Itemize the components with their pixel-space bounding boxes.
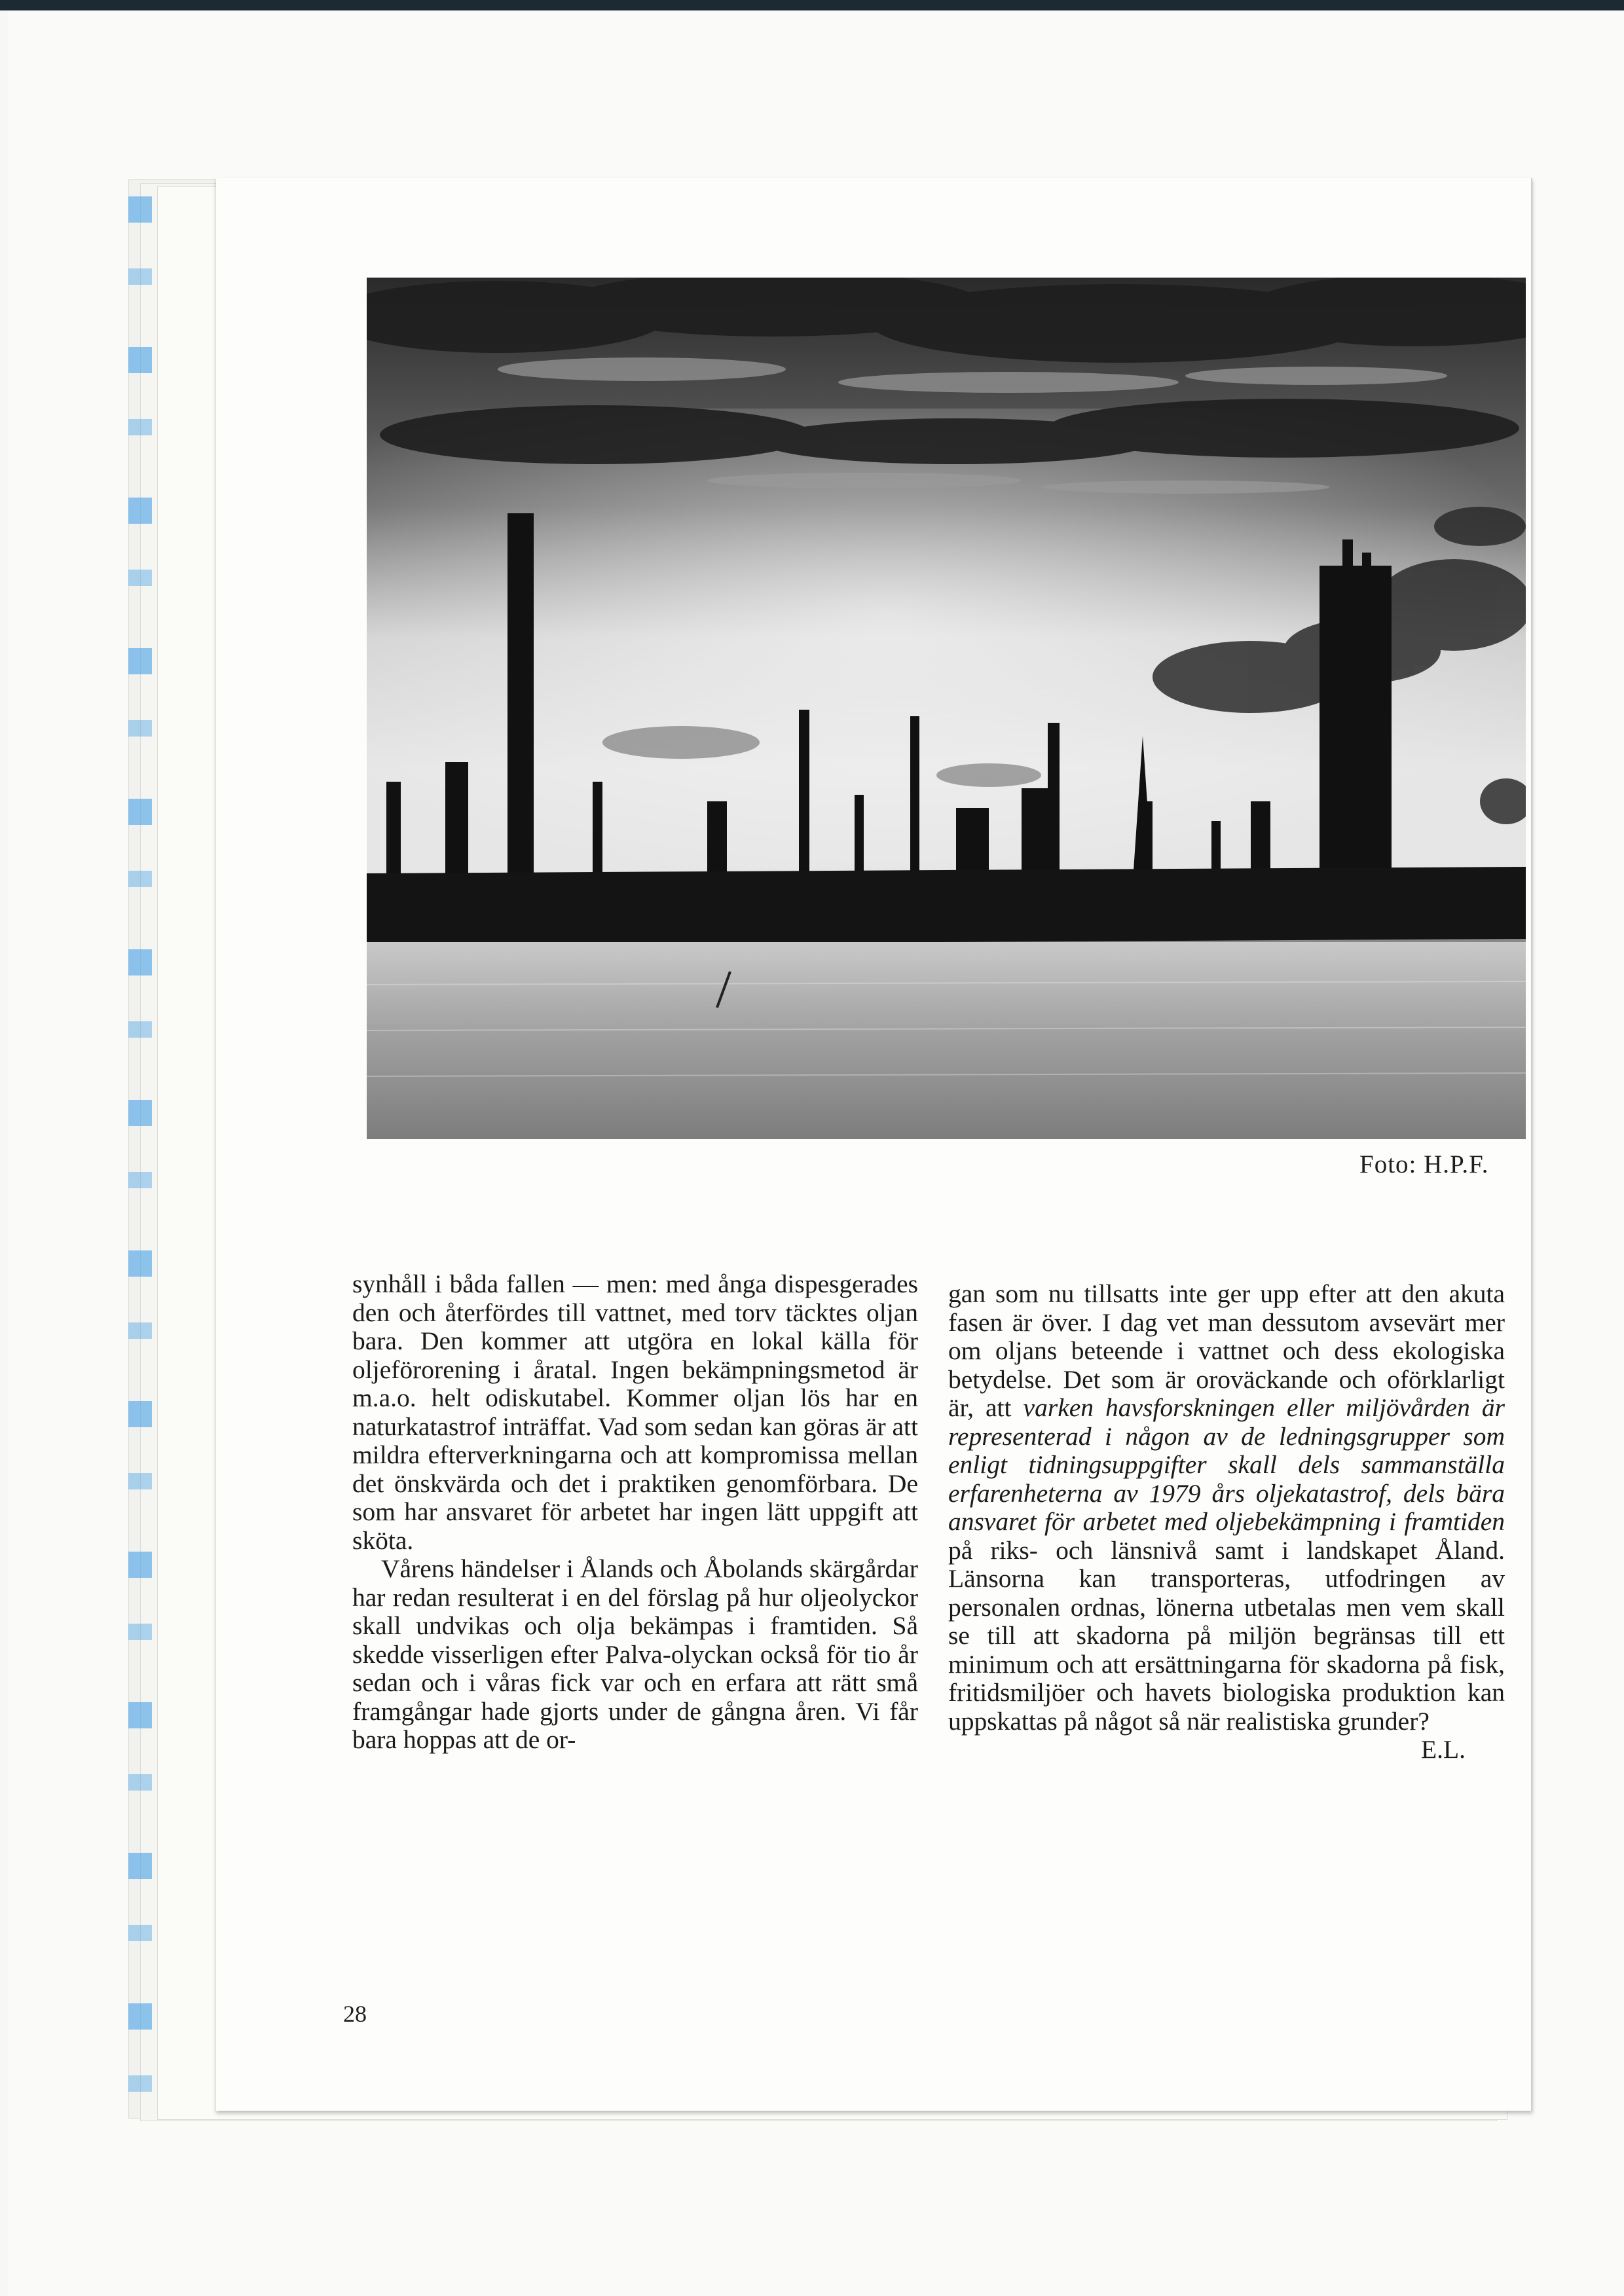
scanner-edge	[0, 0, 1624, 10]
paragraph	[948, 1280, 1505, 1736]
italic-text-run: varken havsforskningen eller miljövården är representerad i någon av de ledningsgrupper som enligt tidningsuppgifter skall dels sammanställa erfarenheterna av 1979 års oljekatastrof, dels bära ansvaret för arbetet med oljebekämpning i framtiden	[948, 1393, 1505, 1536]
text-run: på riks- och länsnivå samt i landskapet Åland. Länsorna kan transporteras, utfodringen av personalen ordnas, lönerna utbetalas men vem skall se till att skadorna på miljön begränsas till ett minimum och att ersättningarna för skadorna på fisk, fritidsmiljöer och havets biologiska produktion kan uppskattas på något så när realistiska grunder?	[948, 1535, 1505, 1736]
text-run: gan som nu tillsatts inte ger upp efter att den akuta fasen är över. I dag vet man dessutom avsevärt mer om oljans beteende i vattnet och dess ekologiska betydelse. Det som är oroväckande och oförklarligt är, att	[948, 1279, 1505, 1422]
refinery-photo-icon	[367, 278, 1526, 1139]
photo-credit: Foto: H.P.F.	[1359, 1150, 1489, 1178]
paragraph: Vårens händelser i Ålands och Åbolands skärgårdar har redan resulterat i en del förslag på hur oljeolyckor skall undvikas och olja bekämpas i framtiden. Så skedde visserligen efter Palva-olyckan också för tio år sedan och i våras fick var och en erfara att rätt små framgångar hade gjorts under de gångna åren. Vi får bara hoppas att de or-	[352, 1554, 918, 1754]
page-number: 28	[343, 2001, 367, 2027]
author-signature: E.L.	[1420, 1735, 1466, 1764]
article-column-right	[948, 1280, 1505, 1764]
cover-edge-strip	[128, 196, 152, 2095]
article-column-left	[352, 1270, 918, 1755]
paragraph: synhåll i båda fallen — men: med ånga dispesgerades den och återfördes till vattnet, med torv täcktes oljan bara. Den kommer att utgöra en lokal källa för oljeförorening i åratal. Ingen bekämpningsmetod är m.a.o. helt odiskutabel. Kommer oljan lös har en naturkatastrof inträffat. Vad som sedan kan göras är att mildra efterverkningarna och att kompromissa mellan det önskvärda och det i praktiken genomförbara. De som har ansvaret för arbetet har ingen lätt uppgift att sköta.	[352, 1269, 918, 1555]
